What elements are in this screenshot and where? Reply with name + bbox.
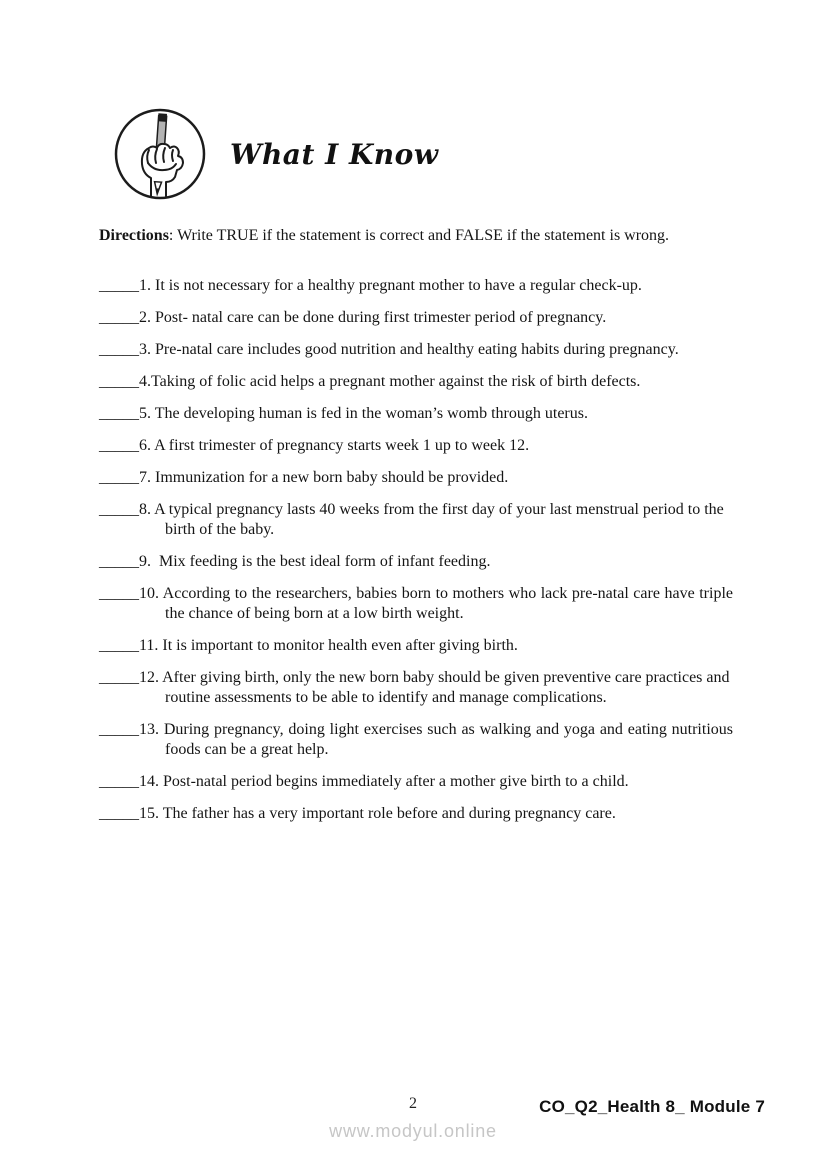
watermark: www.modyul.online <box>329 1121 497 1141</box>
answer-blank: _____ <box>99 553 139 570</box>
question-text: A typical pregnancy lasts 40 weeks from the first day of your last menstrual period to the birth of the baby. <box>154 501 724 538</box>
answer-blank: _____ <box>99 637 139 654</box>
answer-blank: _____ <box>99 469 139 486</box>
question-text: Pre-natal care includes good nutrition and healthy eating habits during pregnancy. <box>155 341 679 358</box>
question-text: A first trimester of pregnancy starts week 1 up to week 12. <box>154 437 530 454</box>
question-item <box>99 372 733 392</box>
question-item <box>99 720 733 760</box>
question-text: Immunization for a new born baby should be provided. <box>155 469 509 486</box>
question-item <box>99 500 733 540</box>
hand-writing-pencil-icon <box>112 104 208 204</box>
page-number: 2 <box>409 1095 417 1112</box>
question-item <box>99 308 733 328</box>
question-number: 8. <box>139 501 155 518</box>
question-text: According to the researchers, babies born to mothers who lack pre-natal care have triple the chance of being born at a low birth weight. <box>162 585 733 622</box>
answer-blank: _____ <box>99 805 139 822</box>
question-text: The father has a very important role before and during pregnancy care. <box>162 805 616 822</box>
answer-blank: _____ <box>99 721 139 738</box>
question-text: Post-natal period begins immediately after a mother give birth to a child. <box>163 773 629 790</box>
question-item <box>99 436 733 456</box>
answer-blank: _____ <box>99 405 139 422</box>
question-item <box>99 584 733 624</box>
question-number: 4. <box>139 373 151 390</box>
directions <box>99 226 733 246</box>
question-number: 1. <box>139 277 155 294</box>
answer-blank: _____ <box>99 341 139 358</box>
question-number: 14. <box>139 773 163 790</box>
section-header <box>112 104 438 204</box>
answer-blank: _____ <box>99 669 139 686</box>
question-number: 2. <box>139 309 155 326</box>
directions-text: Write TRUE if the statement is correct and FALSE if the statement is wrong. <box>177 227 670 244</box>
answer-blank: _____ <box>99 373 139 390</box>
answer-blank: _____ <box>99 501 139 518</box>
question-number: 7. <box>139 469 155 486</box>
question-item <box>99 636 733 656</box>
page-title: What I Know <box>230 137 439 171</box>
answer-blank: _____ <box>99 277 139 294</box>
question-number: 9. <box>139 553 159 570</box>
question-number: 5. <box>139 405 155 422</box>
question-item <box>99 552 733 572</box>
question-number: 13. <box>139 721 164 738</box>
question-text: Mix feeding is the best ideal form of infant feeding. <box>159 553 491 570</box>
answer-blank: _____ <box>99 585 139 602</box>
question-item <box>99 668 733 708</box>
question-text: The developing human is fed in the woman’s womb through uterus. <box>154 405 588 422</box>
question-text: During pregnancy, doing light exercises such as walking and yoga and eating nutritious foods can be a great help. <box>163 721 733 758</box>
question-text: Taking of folic acid helps a pregnant mother against the risk of birth defects. <box>151 373 641 390</box>
question-item <box>99 468 733 488</box>
directions-separator: : <box>168 227 178 244</box>
question-number: 12. <box>139 669 163 686</box>
directions-label: Directions <box>99 227 169 244</box>
question-text: After giving birth, only the new born baby should be given preventive care practices and routine assessments to be able to identify and manage complications. <box>162 669 730 706</box>
question-text: Post- natal care can be done during first trimester period of pregnancy. <box>155 309 607 326</box>
module-code: CO_Q2_Health 8_ Module 7 <box>539 1097 765 1116</box>
answer-blank: _____ <box>99 437 139 454</box>
question-item <box>99 276 733 296</box>
answer-blank: _____ <box>99 773 139 790</box>
question-item <box>99 340 733 360</box>
question-number: 10. <box>139 585 163 602</box>
question-item <box>99 772 733 792</box>
answer-blank: _____ <box>99 309 139 326</box>
question-number: 15. <box>139 805 163 822</box>
question-number: 6. <box>139 437 155 454</box>
question-text: It is important to monitor health even after giving birth. <box>162 637 518 654</box>
question-number: 3. <box>139 341 155 358</box>
question-item <box>99 404 733 424</box>
question-text: It is not necessary for a healthy pregnant mother to have a regular check-up. <box>155 277 642 294</box>
content-area <box>99 226 733 836</box>
question-number: 11. <box>139 637 163 654</box>
question-item <box>99 804 733 824</box>
